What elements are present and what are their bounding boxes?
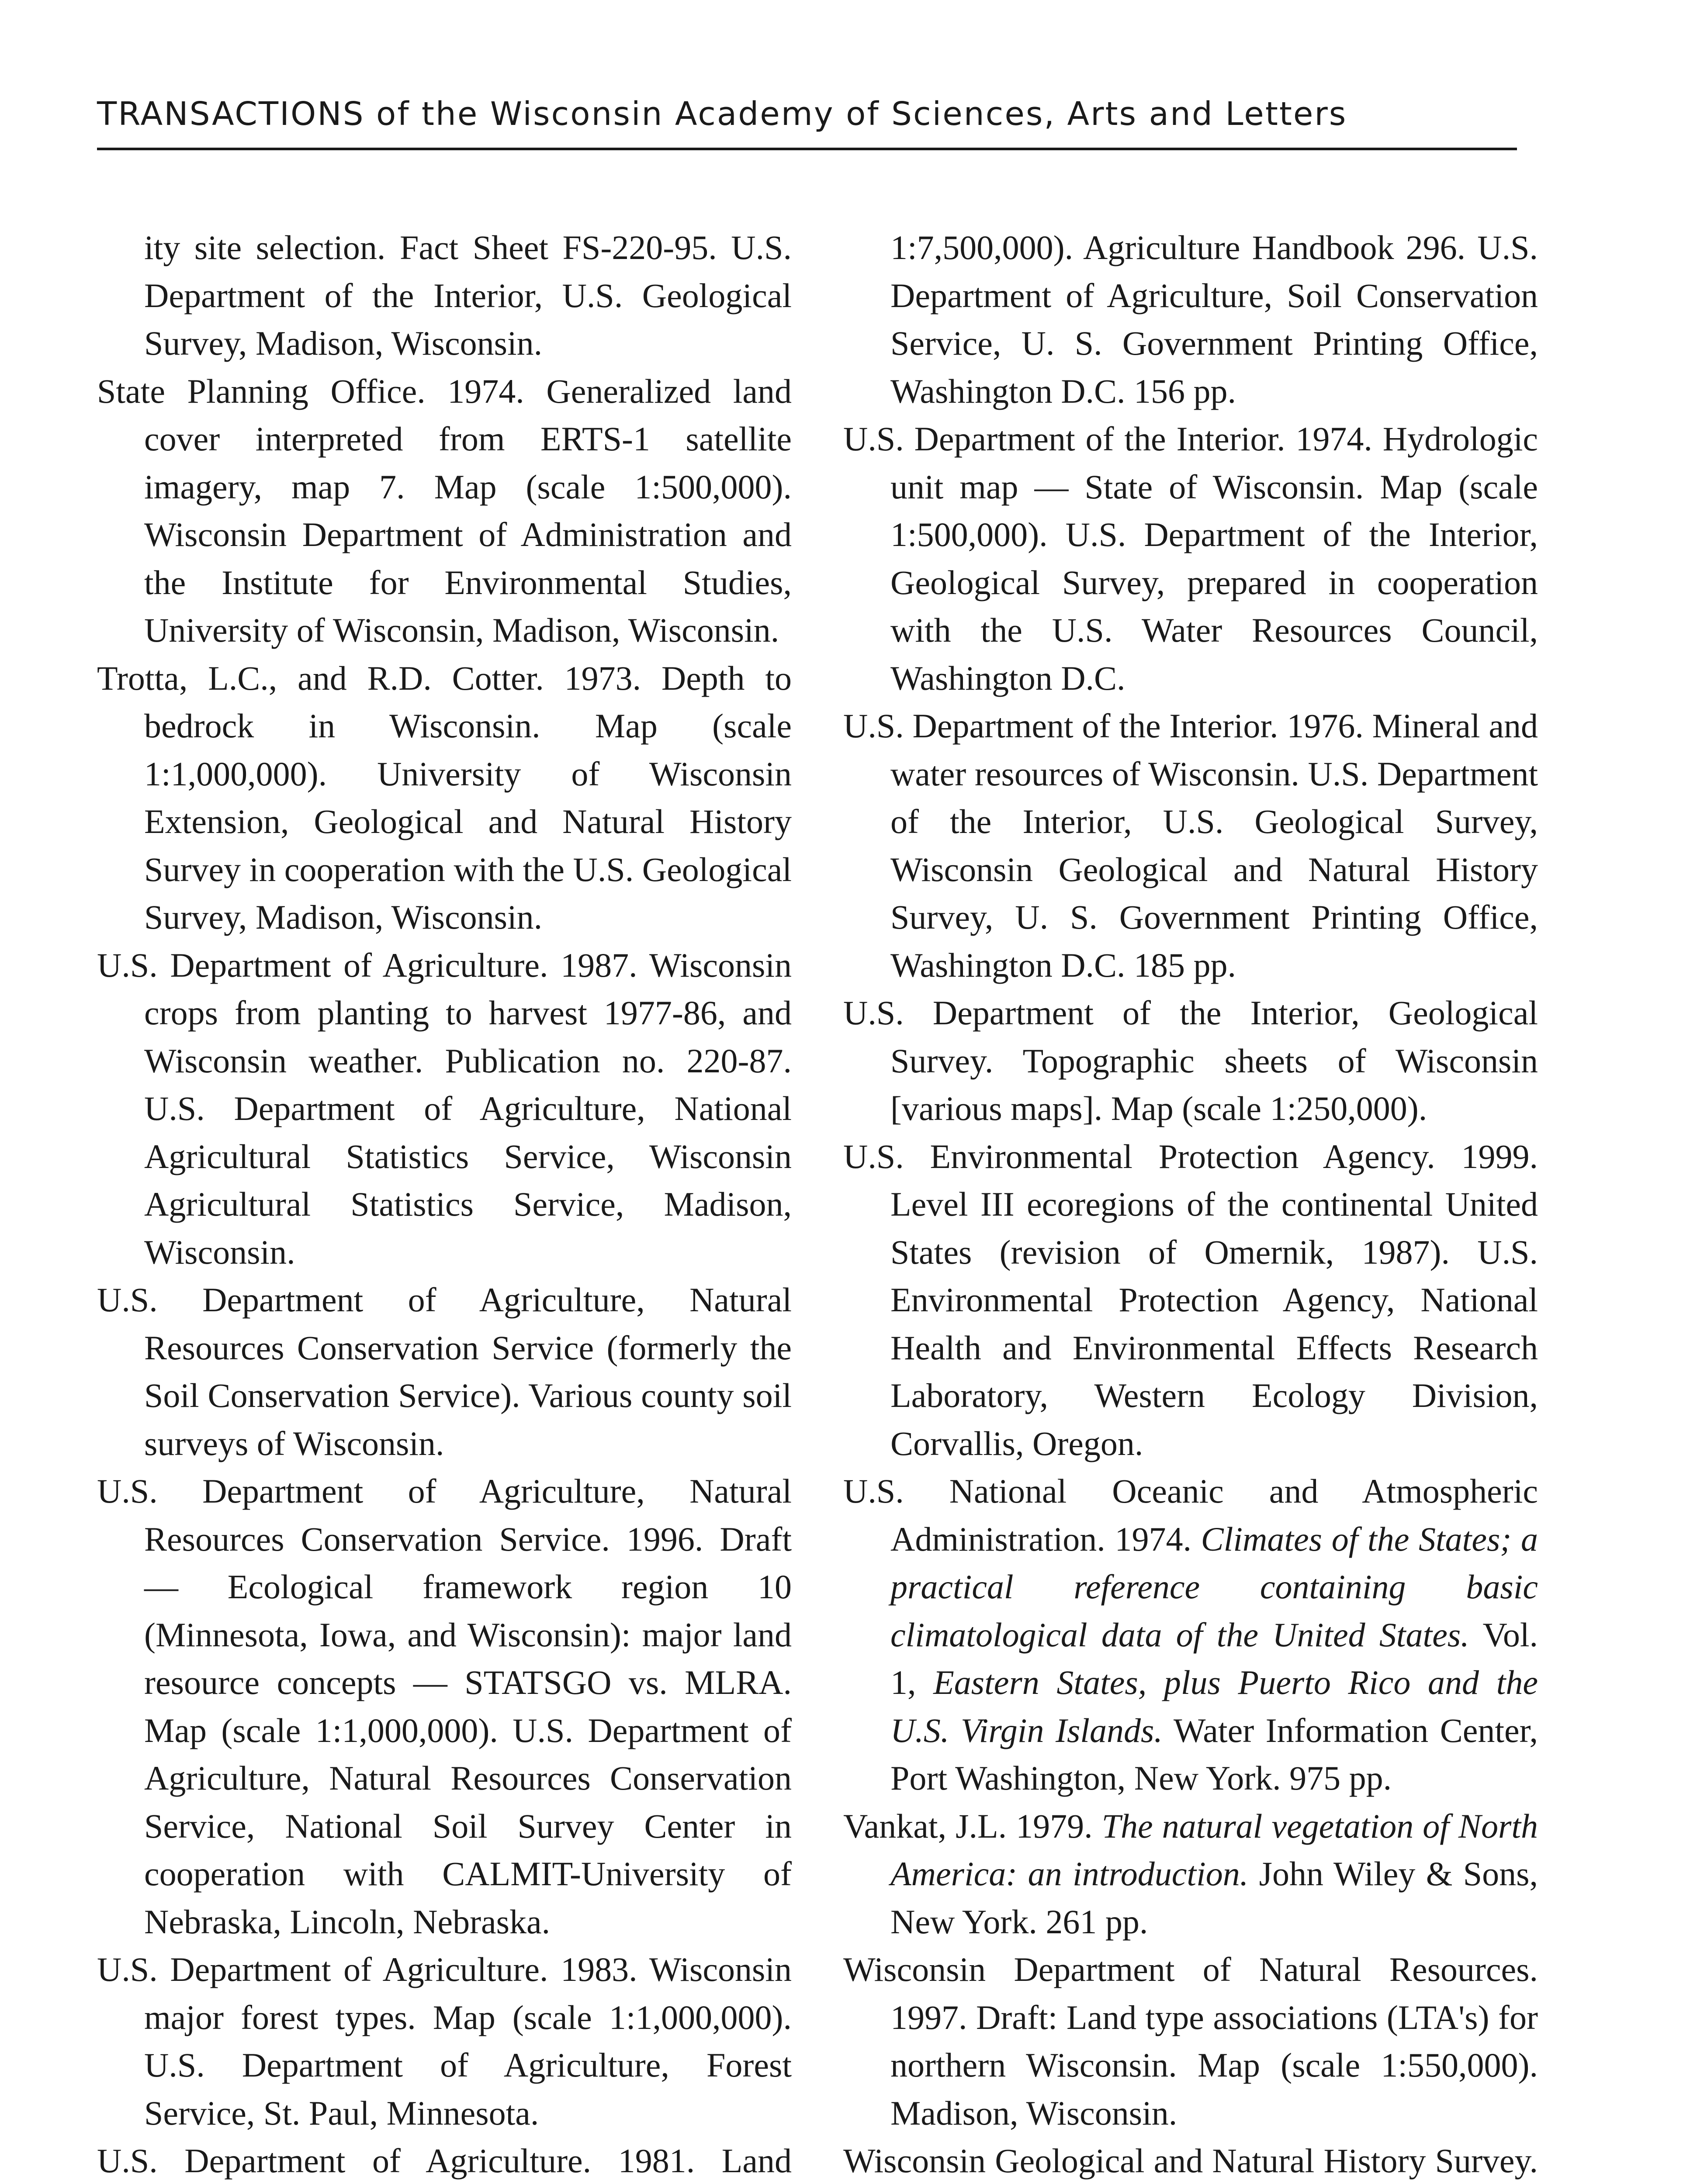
reference-text: Vol. 1, <box>890 1615 1538 1701</box>
reference-text: Water Information Center, Port Washington, New York. 975 pp. <box>890 1711 1538 1797</box>
reference-entry-noaa <box>843 1467 1538 1802</box>
reference-entry: U.S. Department of Agriculture. 1987. Wisconsin crops from planting to harvest 1977-86, and Wisconsin weather. Publication no. 220-87. U.S. Department of Agriculture, National Agricultural Statistics Service, Wisconsin Agricultural Statistics Service, Madison, Wisconsin. <box>97 946 792 1271</box>
continued-reference: ity site selection. Fact Sheet FS-220-95. U.S. Department of the Interior, U.S. Geological Survey, Madison, Wisconsin. <box>144 228 792 362</box>
reference-title: Climates of the States; a practical reference containing basic climatological data of the United States. <box>890 1520 1538 1654</box>
reference-entry: U.S. Environmental Protection Agency. 1999. Level III ecoregions of the continental United States (revision of Omernik, 1987). U.S. Environmental Protection Agency, National Health and Environmental Effects Research Laboratory, Western Ecology Division, Corvallis, Oregon. <box>843 1137 1538 1462</box>
header-rule <box>97 148 1517 150</box>
reference-entry: U.S. Department of Agriculture. 1981. Land <box>97 2142 792 2180</box>
right-column <box>843 224 1538 2184</box>
reference-entry: U.S. Department of the Interior. 1976. Mineral and water resources of Wisconsin. U.S. Department of the Interior, U.S. Geological Survey, Wisconsin Geological and Natural History Survey, U. S. Government Printing Office, Washington D.C. 185 pp. <box>843 707 1538 984</box>
reference-entry: U.S. Department of Agriculture. 1983. Wisconsin major forest types. Map (scale 1:1,000,000). U.S. Department of Agriculture, Forest Service, St. Paul, Minnesota. <box>97 1950 792 2132</box>
reference-entry-vankat <box>843 1802 1538 1946</box>
continued-reference: 1:7,500,000). Agriculture Handbook 296. U.S. Department of Agriculture, Soil Conservation Service, U. S. Government Printing Office, Washington D.C. 156 pp. <box>890 228 1538 410</box>
reference-entry: U.S. Department of Agriculture, Natural Resources Conservation Service (formerly the Soil Conservation Service). Various county soil surveys of Wisconsin. <box>97 1281 792 1462</box>
reference-subtitle: Eastern States, plus Puerto Rico and the U.S. Virgin Islands. <box>890 1663 1538 1749</box>
reference-entry: U.S. Department of the Interior, Geological Survey. Topographic sheets of Wisconsin [various maps]. Map (scale 1:250,000). <box>843 994 1538 1127</box>
reference-entry: State Planning Office. 1974. Generalized land cover interpreted from ERTS-1 satellite imagery, map 7. Map (scale 1:500,000). Wisconsin Department of Administration and the Institute for Environmental Studies, University of Wisconsin, Madison, Wisconsin. <box>97 372 792 649</box>
reference-entry: U.S. Department of Agriculture, Natural Resources Conservation Service. 1996. Draft — Ecological framework region 10 (Minnesota, Iowa, and Wisconsin): major land resource concepts — STATSGO vs. MLRA. Map (scale 1:1,000,000). U.S. Department of Agriculture, Natural Resources Conservation Service, National Soil Survey Center in cooperation with CALMIT-University of Nebraska, Lincoln, Nebraska. <box>97 1472 792 1941</box>
running-header: TRANSACTIONS of the Wisconsin Academy of Sciences, Arts and Letters <box>97 95 1347 133</box>
reference-entry: Trotta, L.C., and R.D. Cotter. 1973. Depth to bedrock in Wisconsin. Map (scale 1:1,000,000). University of Wisconsin Extension, Geological and Natural History Survey in cooperation with the U.S. Geological Survey, Madison, Wisconsin. <box>97 659 792 936</box>
reference-entry: Wisconsin Department of Natural Resources. 1997. Draft: Land type associations (LTA's) for northern Wisconsin. Map (scale 1:550,000). Madison, Wisconsin. <box>843 1950 1538 2132</box>
reference-title: The natural vegetation of North America: an introduction. <box>890 1807 1538 1893</box>
left-column <box>97 224 792 2184</box>
reference-text: John Wiley & Sons, New York. 261 pp. <box>890 1855 1538 1941</box>
reference-text: U.S. National Oceanic and Atmospheric Administration. 1974. <box>843 1472 1538 1558</box>
reference-text: Vankat, J.L. 1979. <box>843 1807 1102 1845</box>
reference-entry: U.S. Department of the Interior. 1974. Hydrologic unit map — State of Wisconsin. Map (scale 1:500,000). U.S. Department of the Interior, Geological Survey, prepared in cooperation with the U.S. Water Resources Council, Washington D.C. <box>843 420 1538 697</box>
reference-entry: Wisconsin Geological and Natural History Survey. <box>843 2142 1538 2180</box>
